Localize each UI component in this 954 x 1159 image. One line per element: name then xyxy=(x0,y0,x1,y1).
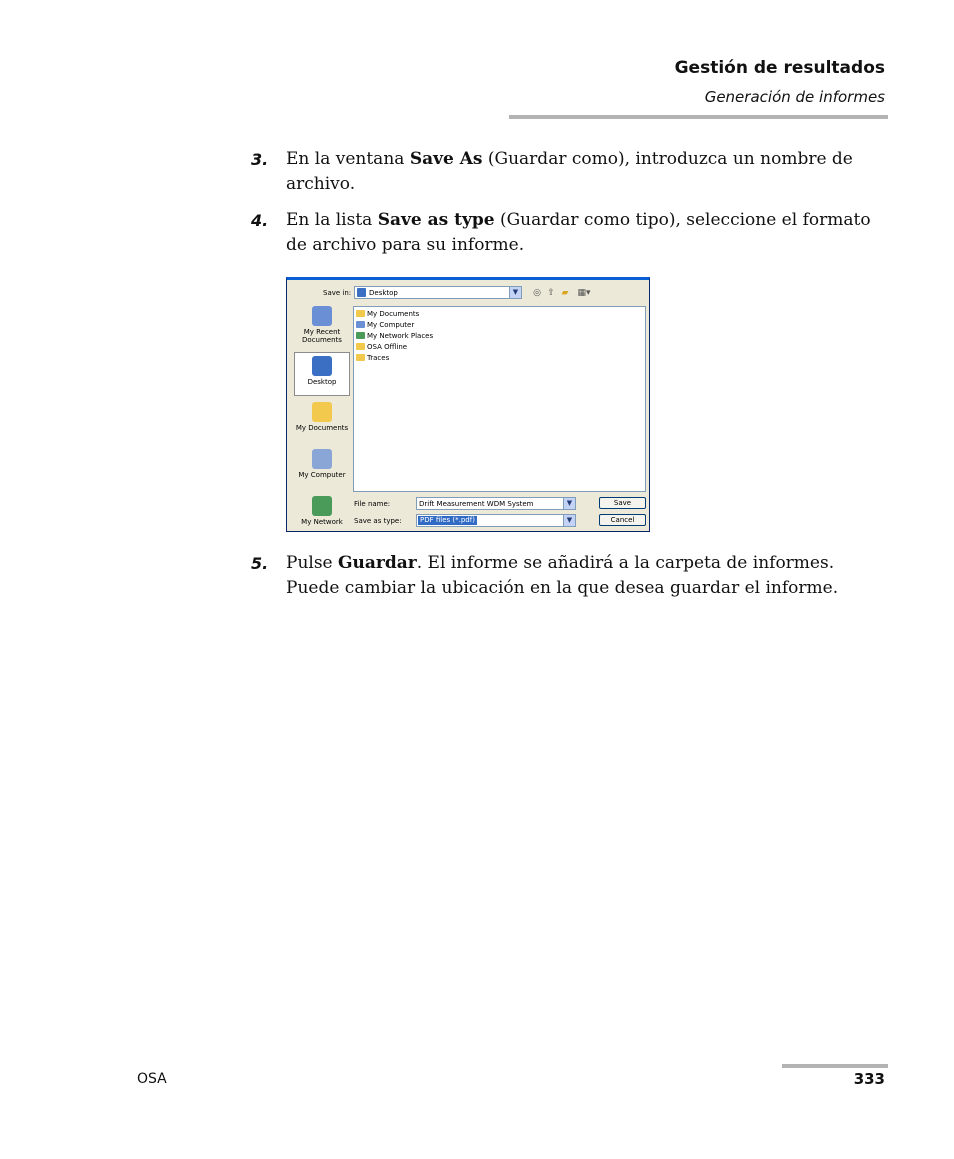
file-name: My Documents xyxy=(367,310,420,318)
save-type-select[interactable] xyxy=(416,514,576,527)
back-icon[interactable]: ◎ xyxy=(533,288,541,298)
footer-product: OSA xyxy=(137,1071,167,1087)
place-my-documents[interactable] xyxy=(294,402,350,432)
list-item[interactable] xyxy=(356,320,414,330)
place-label: My Recent Documents xyxy=(302,328,342,344)
save-in-value: Desktop xyxy=(369,289,398,297)
file-list[interactable] xyxy=(353,306,646,492)
chevron-down-icon[interactable]: ▼ xyxy=(563,515,575,526)
step-3 xyxy=(251,147,891,197)
up-folder-icon[interactable]: ⇧ xyxy=(547,288,555,298)
step-text: En la lista xyxy=(286,210,378,230)
place-label: My Documents xyxy=(295,424,349,432)
folder-icon xyxy=(356,354,365,361)
new-folder-icon[interactable]: ▰ xyxy=(561,288,569,298)
step-5 xyxy=(251,551,891,601)
step-text: Pulse xyxy=(286,553,339,573)
list-item[interactable] xyxy=(356,331,433,341)
step-bold: Save as type xyxy=(377,210,495,230)
folder-icon xyxy=(356,343,365,350)
folder-documents-icon xyxy=(356,310,365,317)
place-my-network[interactable] xyxy=(294,496,350,526)
my-documents-icon xyxy=(312,402,332,422)
place-desktop[interactable] xyxy=(294,352,350,396)
save-as-dialog xyxy=(286,277,650,532)
page-number: 333 xyxy=(853,1070,885,1088)
file-name-label: File name: xyxy=(354,500,391,508)
header-subtitle: Generación de informes xyxy=(704,88,885,106)
step-bold: Save As xyxy=(409,149,483,169)
desktop-icon xyxy=(357,288,366,297)
file-name: Traces xyxy=(367,354,390,362)
place-label: My Computer xyxy=(298,471,346,479)
step-bold: Guardar xyxy=(338,553,417,573)
file-name: My Computer xyxy=(367,321,415,329)
footer-rule xyxy=(782,1064,888,1068)
step-text: (Guardar como), introduzca un nombre de archivo. xyxy=(286,149,853,194)
chevron-down-icon[interactable]: ▼ xyxy=(509,287,521,298)
list-item[interactable] xyxy=(356,309,419,319)
file-name-value: Drift Measurement WDM System xyxy=(419,500,534,508)
place-recent-documents[interactable] xyxy=(294,306,350,344)
computer-icon xyxy=(356,321,365,328)
file-name: OSA Offline xyxy=(367,343,408,351)
step-text: En la ventana xyxy=(286,149,410,169)
save-type-label: Save as type: xyxy=(354,517,402,525)
cancel-button[interactable]: Cancel xyxy=(599,514,646,526)
my-computer-icon xyxy=(312,449,332,469)
step-number: 3. xyxy=(251,150,269,169)
step-text: (Guardar como tipo), seleccione el formato de archivo para su informe. xyxy=(286,210,871,255)
save-in-label: Save in: xyxy=(323,289,352,297)
header-title: Gestión de resultados xyxy=(674,58,885,78)
file-name: My Network Places xyxy=(367,332,434,340)
place-label: My Network xyxy=(301,518,343,526)
list-item[interactable] xyxy=(356,342,407,352)
step-number: 5. xyxy=(251,554,269,573)
header-rule xyxy=(509,115,888,119)
my-network-icon xyxy=(312,496,332,516)
places-bar xyxy=(294,306,350,526)
step-number: 4. xyxy=(251,211,269,230)
network-icon xyxy=(356,332,365,339)
list-item[interactable] xyxy=(356,353,389,363)
views-menu-icon[interactable]: ▦▾ xyxy=(577,288,591,298)
step-4 xyxy=(251,208,891,258)
file-name-field[interactable] xyxy=(416,497,576,510)
step-text: . El informe se añadirá a la carpeta de informes. Puede cambiar la ubicación en la que desea guardar el informe. xyxy=(286,553,839,598)
save-button[interactable]: Save xyxy=(599,497,646,509)
desktop-icon xyxy=(312,356,332,376)
place-label: Desktop xyxy=(307,378,337,386)
save-in-combo[interactable] xyxy=(354,286,522,299)
save-type-value: PDF files (*.pdf) xyxy=(420,516,475,524)
place-my-computer[interactable] xyxy=(294,449,350,479)
chevron-down-icon[interactable]: ▼ xyxy=(563,498,575,509)
recent-documents-icon xyxy=(312,306,332,326)
